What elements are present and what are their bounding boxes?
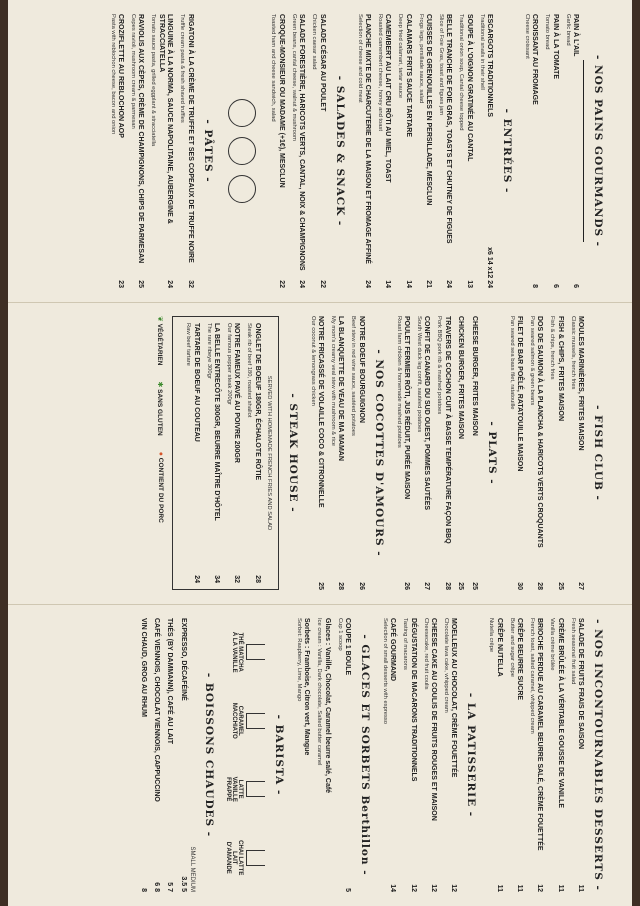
menu-item [548, 618, 563, 892]
steak-list [184, 323, 260, 583]
menu-item-name: RAVIOLIS AUX CÈPES, CRÈME DE CHAMPIGNONS, CHIPS DE PARMESAN [137, 14, 145, 264]
menu-item [508, 316, 523, 590]
menu-item-desc: Classic mussels, french fries [569, 316, 576, 390]
section-title: - PÂTES - [201, 119, 214, 183]
menu-item [395, 316, 410, 590]
menu-item-name: CALAMARS FRITS SAUCE TARTARE [404, 14, 412, 138]
menu-item-text [564, 14, 579, 56]
menu-item-price: 11 [515, 884, 523, 892]
menu-item-price: 28 [443, 582, 451, 590]
menu-item-text [436, 316, 451, 544]
menu-item [401, 618, 416, 892]
menu-item-text [329, 316, 344, 461]
section-title: - LA PATISSERIE - [465, 692, 478, 818]
menu-item-desc: Roasted camembert cheese, honey and toast [376, 14, 383, 131]
menu-item-name: TRAVERS DE COCHON CUIT À BASSE TEMPÉRATURE FAÇON BBQ [443, 316, 451, 544]
menu-item [528, 316, 543, 590]
menu-item-name: NOTRE FRICASSÉ DE VOLAILLE COCO & CITRONNELLE [317, 316, 325, 508]
menu-item [487, 618, 502, 892]
menu-item-desc: Cheesecake, red fruit coulis [422, 618, 429, 690]
menu-item-desc: Beef stew in red wine sauce, sautéed potatoes [350, 316, 357, 436]
menu-item-text [469, 316, 477, 436]
legend-veg-label: VÉGÉTARIEN [156, 323, 164, 366]
menu-item-desc: South West duck leg confit, sautéed potatoes [416, 316, 423, 433]
food-illustrations [228, 14, 256, 288]
section-title: - NOS COCOTTES D'AMOURS - [372, 349, 385, 557]
menu-item-name: SOUPE À L'OIGNON GRATINÉE AU CANTAL [465, 14, 473, 162]
menu-item-name: MOELLEUX AU CHOCOLAT, CRÈME FOUETTÉE [450, 618, 458, 778]
menu-item-desc: Raw beef tartare [185, 323, 192, 366]
menu-rotated [8, 0, 632, 906]
menu-item-text [381, 618, 396, 724]
menu-item-desc: My mom's creamy veal stew with mushroom & rice [330, 316, 337, 446]
menu-item-text [336, 618, 351, 675]
menu-item-price: 13 [465, 280, 473, 288]
menu-item-text [487, 618, 502, 677]
glaces-list [295, 618, 351, 892]
menu-item-text [415, 316, 430, 510]
barista-item [225, 836, 265, 880]
menu-item-text [442, 618, 457, 777]
menu-item-desc: Traditional snails in their shell [478, 14, 485, 90]
menu-item-desc: Truffle cream pasta & fresh shaved truffles [179, 14, 186, 123]
menu-item-text [270, 14, 285, 188]
menu-item-text [149, 14, 173, 274]
menu-item-name: FILET DE BAR POÊLÉ, RATATOUILLE MAISON [515, 316, 523, 472]
menu-item-desc: Our famous pepper steak 200gr [226, 323, 233, 405]
menu-item [569, 618, 584, 892]
legend-veg [156, 316, 164, 365]
menu-item-price: 11 [495, 884, 503, 892]
menu-item-text [290, 14, 305, 271]
patisserie-list [381, 618, 457, 892]
menu-item [456, 316, 464, 590]
legend-pork-label: CONTIENT DU PORC [157, 457, 165, 523]
pates-list [109, 14, 194, 288]
menu-item-text [225, 323, 240, 463]
menu-item [149, 14, 173, 288]
menu-item-desc: Green beans, cantal cheese, walnut & mushroom [290, 14, 297, 141]
menu-item-desc: Deep fried calamari, tartar sauce [397, 14, 404, 99]
menu-item-text [508, 316, 523, 471]
menu-item-text [478, 14, 493, 117]
menu-item [315, 618, 330, 892]
menu-item-text [309, 316, 324, 508]
menu-item-name: TARTARE DE BOEUF AU COUTEAU [192, 323, 200, 442]
menu-item-name: LINGUINE À LA NORMA, SAUCE NAPOLITAINE, AUBERGINE & STRACCIATELLA [157, 14, 174, 224]
menu-item-price: 25 [457, 582, 465, 590]
menu-item-text [523, 14, 538, 105]
menu-item-name: EXPRESSO, DÉCAFÉINÉ [179, 618, 187, 701]
menu-item [376, 14, 391, 288]
menu-item-name: SALADE CÉSAR AU POULET [318, 14, 326, 112]
panel-right [8, 604, 632, 906]
glass-icon [246, 781, 265, 797]
menu-item [309, 316, 324, 590]
menu-item-desc: Pan seared sea bass filet, ratatouille [508, 316, 515, 410]
menu-item-name: NOTRE FAMEUX PAVÉ AU POIVRE 200GR [233, 323, 241, 463]
menu-item [417, 14, 432, 288]
section-title: - SALADES & SNACK - [333, 75, 346, 227]
menu-item-desc: Chicken caesar salad [311, 14, 318, 70]
menu-item-text [152, 618, 160, 802]
steak-box [172, 316, 278, 590]
menu-item-text [569, 618, 584, 749]
menu-item [245, 323, 260, 583]
menu-item-name: COUPE 1 BOULE [343, 618, 351, 676]
section-title: - NOS INCONTOURNABLES DESSERTS - [592, 619, 604, 891]
section-title: - BOISSONS CHAUDES - [202, 672, 215, 838]
menu-item-desc: Cheese croissant [523, 14, 530, 59]
menu-item [469, 316, 477, 590]
menu-item-price: 3.5 5 [179, 876, 187, 892]
menu-item-name: DÉGUSTATION DE MACARONS TRADITIONNELS [409, 618, 417, 782]
menu-item-price: 5 7 [166, 882, 174, 892]
menu-item-price: 14 [389, 884, 397, 892]
section-title: - FISH CLUB - [592, 405, 604, 501]
menu-item [457, 14, 472, 288]
menu-item-name: THÉS (BY DAMMANN), CAFÉ AU LAIT [166, 618, 174, 744]
section-title: - GLACES ET SORBETS Berthillon - [358, 634, 371, 876]
menu-item [184, 323, 199, 583]
menu-item-desc: Pork BBQ pork rib & mashed potatoes [436, 316, 443, 415]
menu-item-name: CHEESE BURGER, FRITES MAISON [470, 316, 478, 436]
menu-item-price: 28 [253, 575, 261, 583]
menu-item-name: ESCARGOTS TRADITIONNELS [485, 14, 493, 118]
menu-item-desc: The rare ribeye 300gr [205, 323, 212, 379]
glass-icon [246, 644, 265, 660]
menu-item [523, 14, 538, 288]
menu-item-text [543, 14, 558, 79]
menu-item-price: x6 14 x12 24 [485, 247, 493, 288]
menu-item-desc: Slice of Foie Gras, toast and figues jam [437, 14, 444, 116]
menu-item-text [528, 316, 543, 548]
menu-item-price: 25 [137, 280, 145, 288]
menu-item-text [315, 618, 330, 793]
menu-item-text [508, 618, 523, 700]
menu-item-name: POULET FERMIER RÔTI, JUS RÉDUIT, PURÉE MAISON [403, 316, 411, 500]
menu-item-name: CONFIT DE CANARD DU SUD OUEST, POMMES SAUTÉES [423, 316, 431, 511]
barista-item [225, 767, 265, 811]
menu-item-text [349, 316, 364, 436]
menu-item-name: PLANCHE MIXTE DE CHARCUTERIE DE LA MAISON ET FROMAGE AFFINÉ [363, 14, 371, 264]
menu-item-price: 12 [450, 884, 458, 892]
menu-item-name: ONGLET DE BOEUF 180GR, ÉCHALOTE RÔTIE [253, 323, 261, 481]
menu-item-name: CAMEMBERT AU LAIT CRU RÔTI AU MIEL, TOAST [384, 14, 392, 183]
barista-label: CARAMEL MACCHIATO [230, 702, 243, 739]
menu-item-text [401, 618, 416, 781]
bowl-icon [228, 175, 256, 203]
menu-item-price: 6 [551, 284, 559, 288]
menu-item-text [569, 316, 584, 451]
menu-item-price: 24 [166, 280, 174, 288]
menu-item-text [129, 14, 144, 263]
legend-gf-label: SANS GLUTEN [156, 389, 164, 436]
menu-item-desc: Selection of cheese and cold meat [356, 14, 363, 103]
menu-item-desc: Roast farm chicken & homemade mashed potatoes [395, 316, 402, 448]
menu-item-name: BELLE TRANCHE DE FOIE GRAS, TOASTS ET CHUTNEY DE FIGUES [445, 14, 453, 244]
menu-item-price: 26 [357, 582, 365, 590]
menu-item-price: 24 [192, 575, 200, 583]
menu-item-desc: Butter and sugar crêpe [508, 618, 515, 677]
menu-item-name: PAIN À L'AIL [572, 14, 579, 57]
pig-icon: ● [157, 451, 165, 456]
menu-item-desc: Toasted ham and cheese sandwich, salad [270, 14, 277, 122]
menu-item-text [395, 316, 410, 499]
menu-item-price: 28 [337, 582, 345, 590]
menu-item-name: CRÊPE BEURRE SUCRE [515, 618, 523, 701]
menu-item [129, 14, 144, 288]
menu-item-name: MOULES MARINIÈRES, FRITES MAISON [577, 316, 584, 451]
menu-item-desc: Tomato sauce pasta, grilled eggplant & stracciatella [150, 14, 157, 147]
size-header: SMALL MEDIUM [188, 846, 195, 892]
menu-item-price: 11 [556, 884, 564, 892]
menu-item [436, 316, 451, 590]
menu-item-name: LA BLANQUETTE DE VEAU DE MA MAMAN [337, 316, 345, 461]
menu-item-text [138, 618, 146, 717]
menu-item-price: 22 [318, 280, 326, 288]
menu-item [422, 618, 437, 892]
menu-paper [8, 0, 632, 906]
menu-item-price: 8 [139, 888, 147, 892]
menu-item [225, 323, 240, 583]
menu-item-text [109, 14, 124, 138]
section-title: - PLATS - [485, 421, 498, 485]
cocottes-list [309, 316, 365, 590]
menu-item-name: CHICKEN BURGER, FRITES MAISON [457, 316, 465, 439]
menu-item-price: 27 [577, 582, 584, 590]
glass-icon [246, 850, 265, 866]
menu-item-price: 24 [445, 280, 453, 288]
menu-item-text [310, 14, 325, 111]
menu-item [508, 618, 523, 892]
menu-item [564, 14, 579, 288]
menu-item-desc: Fresh seasonal fruit salad [569, 618, 576, 685]
menu-item-price: 34 [213, 575, 221, 583]
menu-item-price: 14 [384, 280, 392, 288]
menu-item [270, 14, 285, 288]
glass-icon [246, 713, 265, 729]
menu-item-desc: Traditional onion soup, Cantal cheese topped [458, 14, 465, 131]
menu-item-text [295, 618, 310, 755]
menu-item-desc: Pan seared salmon & green beans [528, 316, 535, 406]
menu-item-text [178, 14, 193, 263]
menu-item-desc: Nutella crêpe [488, 618, 495, 653]
menu-item [478, 14, 493, 288]
barista-label: LATTE VANILLE FRAPPÉ [224, 776, 243, 802]
panel-middle [8, 302, 632, 604]
salades-list [270, 14, 326, 288]
menu-item-name: NOTRE BOEUF BOURGUIGNON [357, 316, 365, 423]
menu-item-text [457, 14, 472, 161]
barista-cups [225, 618, 265, 892]
menu-item-price: 12 [409, 884, 417, 892]
desserts-list [487, 618, 584, 892]
menu-item-price: 25 [556, 582, 564, 590]
barista-label: CHAI LATTE LAIT D'AMANDE [224, 840, 243, 876]
menu-item-name: CAFÉ VIENNOIS, CHOCOLAT VIENNOIS, CAPPUCCINO [153, 618, 161, 802]
section-title: - NOS PAINS GOURMANDS - [592, 54, 604, 248]
section-title: - STEAK HOUSE - [286, 393, 299, 513]
menu-item-desc: Chocolate lava cake, whipped cream [442, 618, 449, 713]
menu-item-name: RIGATONI À LA CRÈME DE TRUFFE ET SES COPEAUX DE TRUFFE NOIRE [186, 14, 194, 263]
menu-item-name: LA BELLE ENTRECÔTE 300GR, BEURRE MAÎTRE D'HÔTEL [213, 323, 221, 521]
menu-item [349, 316, 364, 590]
gourmands-list [523, 14, 579, 288]
menu-item-name: CRÊPE NUTELLA [495, 618, 503, 677]
menu-item [396, 14, 411, 288]
boissons-list [138, 618, 187, 892]
menu-item-desc: Ice cream : Vanilla, Dark chocolate, Salted butter caramel [316, 618, 323, 766]
menu-item-desc: Sorbet: Raspberry, Lime, Mango [295, 618, 302, 702]
menu-item-desc: Tasting of macarons [402, 618, 409, 670]
menu-item-text [205, 323, 220, 521]
legend [156, 316, 164, 590]
menu-item [528, 618, 543, 892]
menu-item-name: BRIOCHE PERDUE AU CARAMEL BEURRE SALÉ, CRÈME FOUETTÉE [536, 618, 544, 851]
section-title: - BARISTA - [272, 714, 285, 796]
menu-item-text [456, 316, 464, 439]
menu-item-desc: Garlic bread [564, 14, 571, 46]
menu-item-price: 21 [424, 280, 432, 288]
menu-item-name: Glaces : Vanille, Chocolat, Caramel beurre salé, Café [323, 618, 331, 794]
barista-item [225, 699, 265, 743]
plats-list [395, 316, 478, 590]
menu-item [336, 618, 351, 892]
wheat-icon: ✱ [156, 381, 164, 388]
menu-item-name: CROZIFLETTE AU REBLOCHON AOP [117, 14, 125, 138]
pot-icon [228, 99, 256, 127]
menu-item-price: 12 [536, 884, 544, 892]
menu-item-price: 14 [404, 280, 412, 288]
section-title: - ENTRÉES - [500, 108, 513, 194]
menu-item-name: Sorbets : Framboise, Citron vert, Mangue [303, 618, 311, 756]
menu-item [109, 14, 124, 288]
menu-item-price: 5 [343, 888, 351, 892]
menu-item-text [528, 618, 543, 851]
menu-item-price: 32 [186, 280, 194, 288]
menu-item-name: FISH & CHIPS, FRITES MAISON [556, 316, 564, 422]
menu-item-desc: French toast, salted caramel, whipped cream [528, 618, 535, 734]
menu-item-price: 11 [577, 884, 584, 892]
menu-item-text [178, 618, 186, 701]
menu-item-name: PAIN À LA TOMATE [551, 14, 559, 80]
menu-item-name: CHEESE CAKE AU COULIS DE FRUITS ROUGES ET MAISON [429, 618, 437, 821]
menu-item-price: 32 [233, 575, 241, 583]
entrees-list [356, 14, 493, 288]
menu-item [165, 618, 173, 892]
menu-item-desc: Vanilla crème brûlée [549, 618, 556, 671]
menu-item [415, 316, 430, 590]
menu-item [152, 618, 160, 892]
menu-item-price: 6 [572, 284, 579, 288]
menu-item-desc: Selection of small desserts with espresso [381, 618, 388, 724]
menu-item [178, 618, 186, 892]
menu-item [295, 618, 310, 892]
menu-item-text [165, 618, 173, 744]
menu-item-name: CROQUE-MONSIEUR OU MADAME (+1€), MESCLUN [277, 14, 285, 188]
menu-item [442, 618, 457, 892]
menu-item-desc: Our coconut & lemongrass chicken [309, 316, 316, 406]
fish-list [508, 316, 584, 590]
panel-left [8, 0, 632, 302]
steak-note: SERVED WITH HOMEMADE FRENCH FRIES AND SALAD [265, 375, 272, 531]
menu-item-price: 12 [429, 884, 437, 892]
menu-item-text [548, 618, 563, 808]
menu-item-name: CAFÉ GOURMAND [389, 618, 397, 681]
menu-item-text [417, 14, 432, 205]
menu-item-text [376, 14, 391, 183]
menu-item [543, 14, 558, 288]
menu-item [381, 618, 396, 892]
menu-item-text [184, 323, 199, 442]
menu-item-name: CUISSES DE GRENOUILLES EN PERSILLADE, MESCLUN [424, 14, 432, 206]
menu-item [569, 316, 584, 590]
menu-item-price: 30 [515, 582, 523, 590]
menu-item-name: SALADE FORESTIÈRE, HARICOTS VERTS, CANTAL, NOIX & CHAMPIGNONS [298, 14, 306, 271]
legend-gf [156, 381, 164, 435]
menu-item-desc: Pasta with reblochon cheese, bacon and onion [109, 14, 116, 135]
menu-item-price: 24 [363, 280, 371, 288]
menu-item [290, 14, 305, 288]
menu-item-desc: Steak rib of beef 180, roasted shallot [246, 323, 253, 418]
menu-item-desc: Cepes ravioli, mushroom cream & parmesan [130, 14, 137, 129]
menu-item-text [422, 618, 437, 821]
menu-item-price: 25 [317, 582, 325, 590]
menu-item-text [548, 316, 563, 421]
menu-item-text [356, 14, 371, 264]
menu-item-name: DOS DE SAUMON À LA PLANCHA & HARICOTS VERTS CROQUANTS [536, 316, 544, 548]
menu-item-price: 24 [298, 280, 306, 288]
menu-item-price: 22 [277, 280, 285, 288]
menu-item-desc: Fish & chips, french fries [549, 316, 556, 380]
menu-item-price: 26 [403, 582, 411, 590]
menu-item [138, 618, 146, 892]
menu-item-text [437, 14, 452, 244]
snail-icon [228, 137, 256, 165]
menu-item-name: CRÈME BRÛLÉE À LA VÉRITABLE GOUSSE DE VANILLE [556, 618, 564, 809]
menu-item-price: 8 [531, 284, 539, 288]
menu-item-price: 25 [470, 582, 478, 590]
menu-item-desc: Cup 1 scoop [336, 618, 343, 651]
menu-item-text [245, 323, 260, 480]
divider [583, 60, 584, 242]
menu-item [356, 14, 371, 288]
menu-item-price: 23 [117, 280, 125, 288]
menu-item-name: SALADE DE FRUITS FRAIS DE SAISON [577, 618, 584, 750]
menu-item [329, 316, 344, 590]
barista-item [225, 630, 265, 674]
menu-item-price: 6 8 [153, 882, 161, 892]
menu-item-desc: Tomato bread [544, 14, 551, 50]
menu-item [437, 14, 452, 288]
menu-item-price: 27 [423, 582, 431, 590]
menu-item [548, 316, 563, 590]
menu-item-name: VIN CHAUD, GROG AU RHUM [139, 618, 147, 717]
legend-pork [156, 452, 164, 523]
menu-item-price: 28 [536, 582, 544, 590]
menu-item-desc: Frogs legs, persillade sauce, salad [417, 14, 424, 104]
menu-item [205, 323, 220, 583]
menu-item-name: CROISSANT AU FROMAGE [531, 14, 539, 105]
menu-item-text [396, 14, 411, 137]
barista-label: THÉ MATCHA À LA VANILLE [230, 631, 243, 673]
leaf-icon: ❦ [156, 316, 164, 322]
menu-item [310, 14, 325, 288]
menu-item [178, 14, 193, 288]
